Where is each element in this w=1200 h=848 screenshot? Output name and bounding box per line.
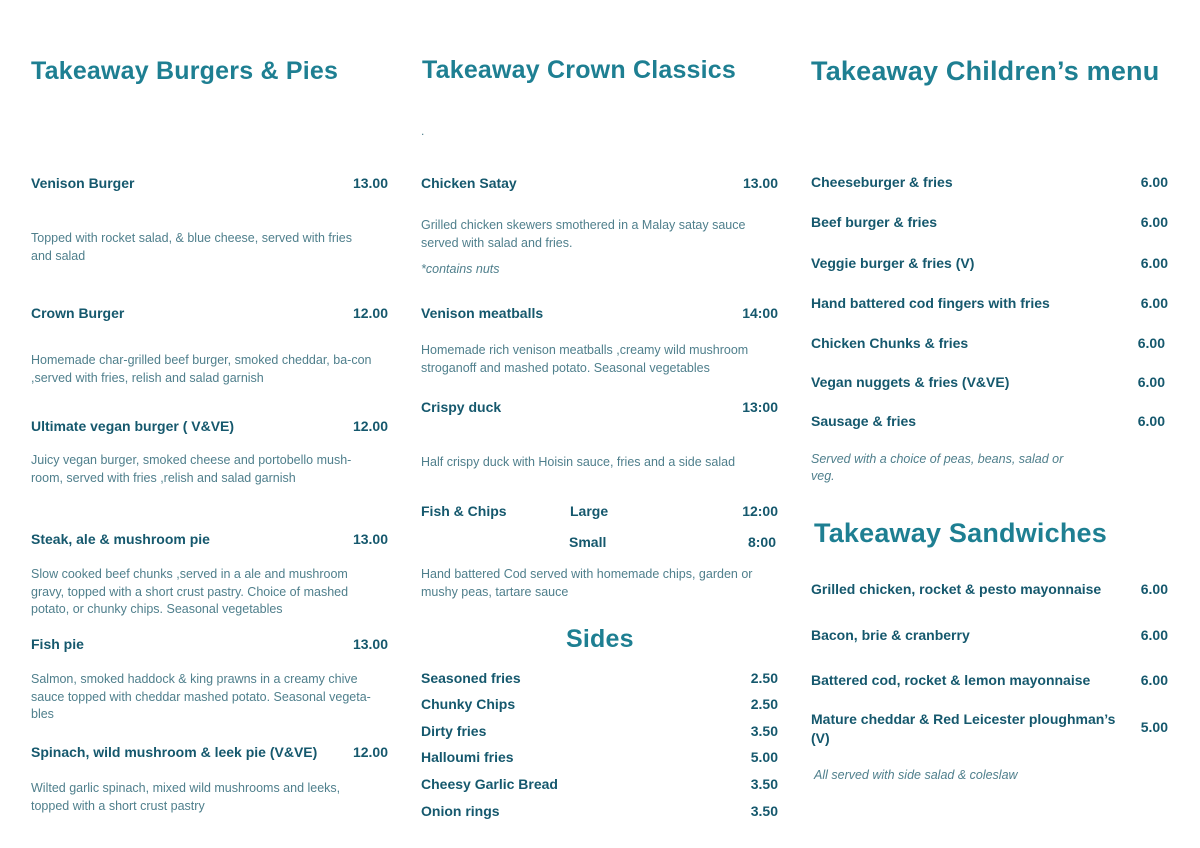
menu-item-name: Seasoned fries	[421, 670, 521, 686]
menu-item-name: Fish pie	[31, 636, 84, 652]
menu-item-name: Cheesy Garlic Bread	[421, 776, 558, 792]
menu-item-name: Ultimate vegan burger ( V&VE)	[31, 418, 235, 434]
menu-item-description: Homemade rich venison meatballs ,creamy wild mushroom stroganoff and mashed potato. Seasonal vegetables	[421, 343, 749, 375]
menu-item-name: Crispy duck	[421, 399, 502, 415]
childrens-menu-heading: Takeaway Children’s menu	[811, 56, 1160, 86]
size-label-large: Large	[570, 503, 609, 519]
menu-item-price: 5.00	[1140, 719, 1168, 735]
menu-item-name: Spinach, wild mushroom & leek pie (V&VE)	[31, 744, 318, 760]
menu-item-name: Steak, ale & mushroom pie	[31, 531, 210, 547]
menu-item-price: 6.00	[1140, 581, 1168, 597]
menu-item-name: Venison Burger	[31, 175, 135, 191]
menu-item-price: 8:00	[747, 534, 776, 550]
menu-item-description: Slow cooked beef chunks ,served in a ale and mushroom gravy, topped with a short crust pastry. Choice of mashed potato, or chunky chips. Seasonal vegetables	[31, 567, 349, 616]
menu-item-name: Mature cheddar & Red Leicester ploughman’s (V)	[811, 711, 1116, 746]
menu-item-description: Half crispy duck with Hoisin sauce, fries and a side salad	[421, 455, 736, 469]
menu-item-price: 13.00	[352, 175, 388, 191]
menu-item-description: Hand battered Cod served with homemade chips, garden or mushy peas, tartare sauce	[421, 567, 753, 599]
menu-item-price: 5.00	[750, 749, 778, 765]
menu-item-name: Dirty fries	[421, 723, 487, 739]
menu-item-name: Beef burger & fries	[811, 214, 938, 230]
menu-item-description: Salmon, smoked haddock & king prawns in a creamy chive sauce topped with cheddar mashed potato. Seasonal vegeta-bles	[31, 672, 371, 721]
menu-item-price: 14:00	[742, 305, 778, 321]
stray-dot: .	[421, 124, 425, 138]
menu-item-price: 12.00	[352, 305, 388, 321]
menu-item-price: 2.50	[750, 670, 778, 686]
size-label-small: Small	[569, 534, 607, 550]
menu-item-name: Chicken Chunks & fries	[811, 335, 969, 351]
menu-item-price: 6.00	[1137, 413, 1165, 429]
menu-item-price: 2.50	[750, 696, 778, 712]
menu-item-price: 6.00	[1140, 174, 1168, 190]
sandwiches-note: All served with side salad & coleslaw	[814, 768, 1018, 782]
menu-item-price: 3.50	[750, 723, 778, 739]
menu-item-price: 12.00	[352, 744, 388, 760]
menu-item-price: 3.50	[750, 776, 778, 792]
menu-item-name: Chicken Satay	[421, 175, 517, 191]
menu-item-price: 3.50	[750, 803, 778, 819]
menu-item-description: Homemade char-grilled beef burger, smoked cheddar, ba-con ,served with fries, relish and salad garnish	[31, 353, 372, 385]
menu-item-description: Topped with rocket salad, & blue cheese, served with fries and salad	[31, 231, 353, 263]
menu-item-price: 13:00	[742, 399, 778, 415]
menu-item-price: 13.00	[742, 175, 778, 191]
menu-item-name: Venison meatballs	[421, 305, 544, 321]
menu-item-name: Crown Burger	[31, 305, 125, 321]
menu-item-price: 6.00	[1140, 295, 1168, 311]
menu-item-description: Grilled chicken skewers smothered in a Malay satay sauce served with salad and fries.	[421, 218, 746, 250]
menu-item-price: 6.00	[1140, 627, 1168, 643]
menu-item-price: 13.00	[352, 636, 388, 652]
menu-item-price: 6.00	[1140, 255, 1168, 271]
menu-item-name: Fish & Chips	[421, 503, 507, 519]
menu-item-price: 12.00	[352, 418, 388, 434]
menu-item-name: Hand battered cod fingers with fries	[811, 295, 1050, 311]
menu-item-price: 6.00	[1137, 374, 1165, 390]
menu-item-name: Bacon, brie & cranberry	[811, 627, 970, 643]
menu-item-name: Vegan nuggets & fries (V&VE)	[811, 374, 1010, 390]
menu-item-name: Battered cod, rocket & lemon mayonnaise	[811, 672, 1091, 688]
allergen-note: *contains nuts	[421, 262, 500, 276]
sides-heading: Sides	[566, 625, 634, 653]
menu-item-name: Halloumi fries	[421, 749, 514, 765]
sandwiches-heading: Takeaway Sandwiches	[814, 518, 1107, 548]
menu-item-name: Cheeseburger & fries	[811, 174, 953, 190]
menu-item-name: Chunky Chips	[421, 696, 516, 712]
menu-item-price: 6.00	[1140, 672, 1168, 688]
menu-item-price: 12:00	[742, 503, 778, 519]
menu-item-price: 6.00	[1140, 214, 1168, 230]
menu-item-name: Sausage & fries	[811, 413, 917, 429]
menu-item-name: Veggie burger & fries (V)	[811, 255, 975, 271]
menu-item-price: 13.00	[352, 531, 388, 547]
menu-item-name: Grilled chicken, rocket & pesto mayonnaise	[811, 581, 1102, 597]
menu-item-description: Wilted garlic spinach, mixed wild mushrooms and leeks, topped with a short crust pastry	[31, 781, 341, 813]
menu-item-name: Onion rings	[421, 803, 500, 819]
menu-item-price: 6.00	[1137, 335, 1165, 351]
childrens-note: Served with a choice of peas, beans, salad or veg.	[811, 452, 1064, 483]
crown-classics-heading: Takeaway Crown Classics	[422, 56, 737, 84]
menu-item-description: Juicy vegan burger, smoked cheese and portobello mush-room, served with fries ,relish and salad garnish	[31, 453, 352, 485]
burgers-pies-heading: Takeaway Burgers & Pies	[31, 57, 339, 85]
